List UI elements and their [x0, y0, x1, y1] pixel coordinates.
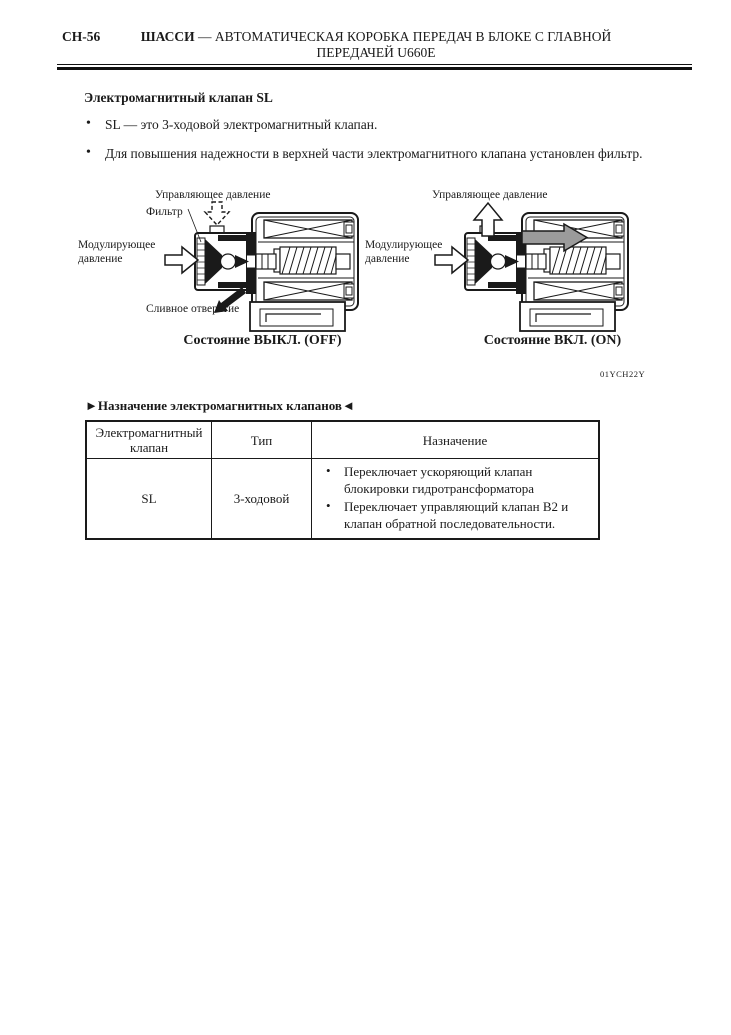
table-section-heading: ►Назначение электромагнитных клапанов◄ [85, 398, 355, 413]
header-title [120, 29, 632, 61]
cell-type: 3-ходовой [212, 459, 312, 540]
section-heading: Электромагнитный клапан SL [84, 90, 273, 105]
cell-purpose [312, 459, 600, 540]
connector-housing [250, 302, 345, 331]
connector-housing [520, 302, 615, 331]
column-header-purpose: Назначение [312, 421, 600, 459]
plunger-shaft [526, 254, 546, 269]
figure-solenoid-valve-states [62, 186, 675, 386]
valve-diagram-on [430, 198, 635, 333]
bullet-marker: • [326, 498, 331, 513]
filter-mesh-icon [197, 238, 205, 285]
ball-valve [491, 254, 506, 269]
purpose-bullet-1 [318, 464, 592, 497]
solenoid-purpose-table [85, 420, 600, 540]
body-bullet-1 [84, 116, 675, 133]
header-rule [57, 64, 692, 70]
coil-winding-top-icon [264, 220, 354, 238]
modulating-pressure-arrow-icon [435, 247, 468, 273]
label-control-pressure-right: Управляющее давление [432, 189, 548, 201]
header-title-rest: — АВТОМАТИЧЕСКАЯ КОРОБКА ПЕРЕДАЧ В БЛОКЕ С ГЛАВНОЙ [194, 29, 612, 44]
ball-valve [221, 254, 236, 269]
cell-valve: SL [86, 459, 212, 540]
label-modulating-pressure-left: Модулирующее давление [78, 239, 156, 265]
label-filter: Фильтр [146, 206, 183, 218]
label-control-pressure-left: Управляющее давление [155, 189, 271, 201]
spring-icon [274, 247, 336, 274]
label-drain-port: Сливное отверстие [146, 303, 240, 315]
column-header-valve: Электромагнитный клапан [86, 421, 212, 459]
purpose-bullet-2 [318, 499, 592, 532]
body-bullet-2 [84, 145, 675, 162]
bullet-text: SL — это 3-ходовой электромагнитный клапан. [105, 117, 378, 132]
bullet-marker: • [326, 463, 331, 478]
figure-reference-code: 01YCH22Y [600, 369, 646, 379]
page-header [0, 0, 731, 70]
modulating-pressure-arrow-icon [165, 247, 198, 273]
column-header-type: Тип [212, 421, 312, 459]
page-content [62, 90, 675, 540]
purpose-text: Переключает ускоряющий клапан блокировки гидротрансформатора [344, 464, 535, 496]
header-title-line1 [120, 29, 632, 45]
coil-winding-bottom-icon [534, 282, 624, 300]
coil-winding-bottom-icon [264, 282, 354, 300]
table-row [86, 459, 599, 540]
table-header-row [86, 421, 599, 459]
purpose-text: Переключает управляющий клапан B2 и клапан обратной последовательности. [344, 499, 569, 531]
bullet-marker: • [86, 145, 91, 160]
bullet-marker: • [86, 116, 91, 131]
plunger-shaft [256, 254, 276, 269]
valve-diagram-off [160, 198, 365, 333]
control-pressure-dashed-arrow-icon [205, 202, 229, 225]
spring-icon [544, 247, 606, 274]
control-pressure-up-arrow-icon [474, 203, 502, 236]
label-modulating-pressure-right: Модулирующее давление [365, 239, 443, 265]
header-section: ШАССИ [140, 29, 195, 44]
header-title-line2: ПЕРЕДАЧЕЙ U660E [316, 45, 436, 60]
caption-state-on: Состояние ВКЛ. (ON) [483, 333, 622, 348]
filter-mesh-icon [467, 238, 475, 285]
bullet-text: Для повышения надежности в верхней части электромагнитного клапана установлен фильтр. [105, 146, 643, 161]
caption-state-off: Состояние ВЫКЛ. (OFF) [183, 333, 342, 348]
page-number: СН-56 [62, 29, 101, 44]
